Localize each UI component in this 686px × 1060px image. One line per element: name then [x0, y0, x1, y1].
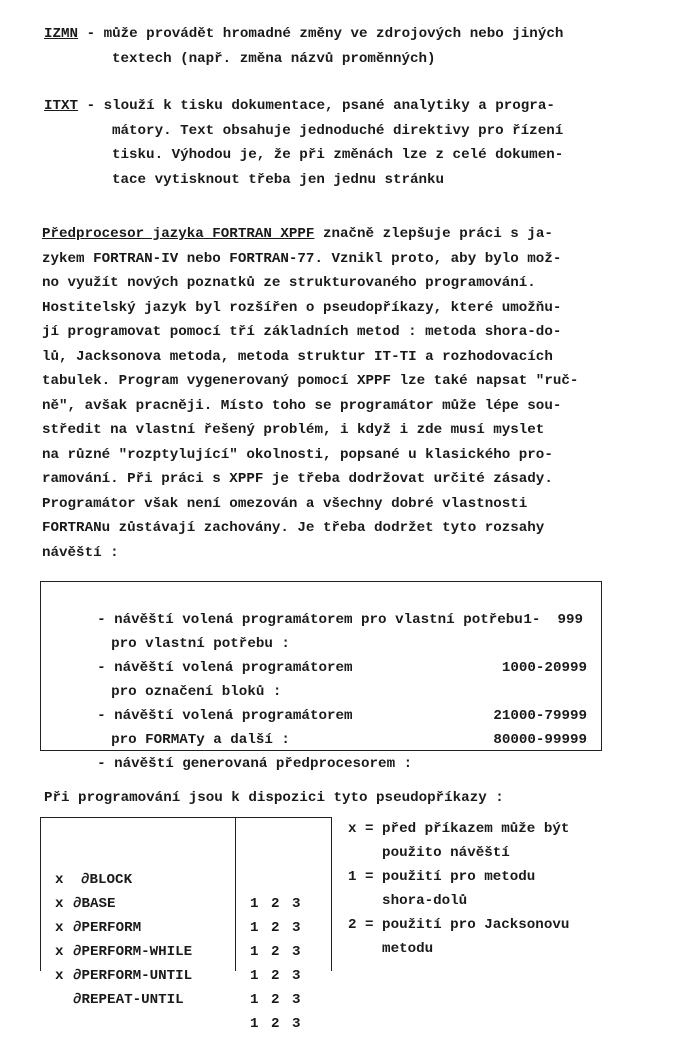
- row-methods: 1 2 3: [250, 1016, 303, 1032]
- label-ranges-box: [40, 581, 602, 772]
- legend-line: použito návěští: [348, 845, 510, 861]
- itxt-line-2: mátory. Text obsahuje jednoduché direktivy pro řízení: [112, 122, 564, 139]
- pseudo-legend: [348, 817, 668, 961]
- paragraph-line: zykem FORTRAN-IV nebo FORTRAN-77. Vznikl proto, aby bylo mož-: [42, 250, 562, 267]
- row-methods: 1 2 3: [250, 896, 303, 912]
- paragraph-line: FORTRANu zůstávají zachovány. Je třeba dodržet tyto rozsahy: [42, 520, 545, 536]
- xppf-paragraph: [42, 222, 672, 565]
- izmn-line-2: textech (např. změna názvů proměnných): [112, 50, 436, 67]
- range-row: [46, 728, 587, 772]
- range-row: [46, 608, 587, 652]
- row-methods: 1 2 3: [250, 968, 303, 984]
- paragraph-first-tail: značně zlepšuje práci s ja-: [314, 226, 553, 242]
- legend-line: 2 = použití pro Jacksonovu: [348, 917, 570, 933]
- pseudo-intro: Při programování jsou k dispozici tyto pseudopříkazy :: [44, 790, 504, 806]
- paragraph-line: středit na vlastní řešený problém, i když i zde musí myslet: [42, 422, 545, 438]
- row-command: ∂BASE: [73, 896, 116, 912]
- paragraph-line: ramování. Při práci s XPPF je třeba dodržovat určité zásady.: [42, 471, 553, 487]
- itxt-entry: [44, 94, 654, 192]
- pseudo-commands-table: [40, 817, 332, 1032]
- row-command: ∂PERFORM-WHILE: [73, 944, 193, 960]
- range-value: 80000-99999: [493, 732, 587, 748]
- range-sub: pro vlastní potřebu :: [111, 636, 290, 652]
- row-methods: 1 2 3: [250, 944, 303, 960]
- range-sub: pro FORMATy a další :: [111, 732, 290, 748]
- itxt-term: ITXT: [44, 98, 79, 114]
- itxt-line-3: tisku. Výhodou je, že při změnách lze z celé dokumen-: [112, 147, 564, 163]
- paragraph-line: no využít nových poznatků ze strukturovaného programování.: [42, 275, 536, 291]
- paragraph-line: tabulek. Program vygenerovaný pomocí XPPF lze také napsat "ruč-: [42, 373, 579, 389]
- range-label: - návěští volená programátorem: [97, 708, 353, 724]
- row-methods: 1 2 3: [250, 920, 303, 936]
- legend-line: x = před příkazem může být: [348, 821, 570, 837]
- legend-line: metodu: [348, 941, 434, 957]
- itxt-line-1: - slouží k tisku dokumentace, psané analytiky a progra-: [86, 98, 555, 114]
- row-command: ∂PERFORM: [73, 920, 142, 936]
- legend-line: shora-dolů: [348, 893, 468, 909]
- row-methods: 1 2 3: [250, 992, 303, 1008]
- range-value: 1- 999: [523, 612, 583, 628]
- range-label: - návěští volená programátorem pro vlastní potřebu: [97, 612, 523, 628]
- legend-line: 1 = použití pro metodu: [348, 869, 536, 885]
- izmn-term: IZMN: [44, 26, 79, 42]
- izmn-line-1: - může provádět hromadné změny ve zdrojových nebo jiných: [86, 26, 564, 42]
- paragraph-line: Programátor však není omezován a všechny dobré vlastnosti: [42, 495, 528, 512]
- row-mark: x: [55, 920, 64, 936]
- range-value: 21000-79999: [493, 708, 587, 724]
- row-mark: x: [55, 968, 64, 984]
- paragraph-line: ně", avšak pracněji. Místo toho se programátor může lépe sou-: [42, 397, 562, 414]
- row-mark: x: [55, 896, 64, 912]
- pseudo-intro-block: [44, 786, 654, 811]
- paragraph-line: návěští :: [42, 544, 119, 561]
- row-mark: x: [55, 944, 64, 960]
- paragraph-line: na různé "rozptylující" okolnosti, popsané u klasického pro-: [42, 446, 553, 463]
- itxt-line-4: tace vytisknout třeba jen jednu stránku: [112, 171, 445, 188]
- paragraph-heading: Předprocesor jazyka FORTRAN XPPF: [42, 226, 315, 242]
- izmn-entry: [44, 22, 654, 71]
- range-sub: pro označení bloků :: [111, 684, 282, 700]
- paragraph-line: lů, Jacksonova metoda, metoda struktur IT-TI a rozhodovacích: [42, 348, 553, 365]
- range-label: - návěští generovaná předprocesorem :: [97, 756, 413, 772]
- range-value: 1000-20999: [501, 660, 587, 676]
- row-command: ∂BLOCK: [81, 872, 133, 888]
- paragraph-line: Hostitelský jazyk byl rozšířen o pseudopříkazy, které umožňu-: [42, 299, 562, 316]
- range-row: [46, 656, 587, 700]
- row-command: ∂REPEAT-UNTIL: [73, 992, 184, 1008]
- paragraph-line: jí programovat pomocí tří základních metod : metoda shora-do-: [42, 324, 562, 340]
- row-command: ∂PERFORM-UNTIL: [73, 968, 193, 984]
- range-label: - návěští volená programátorem: [97, 660, 353, 676]
- row-mark: x: [55, 872, 64, 888]
